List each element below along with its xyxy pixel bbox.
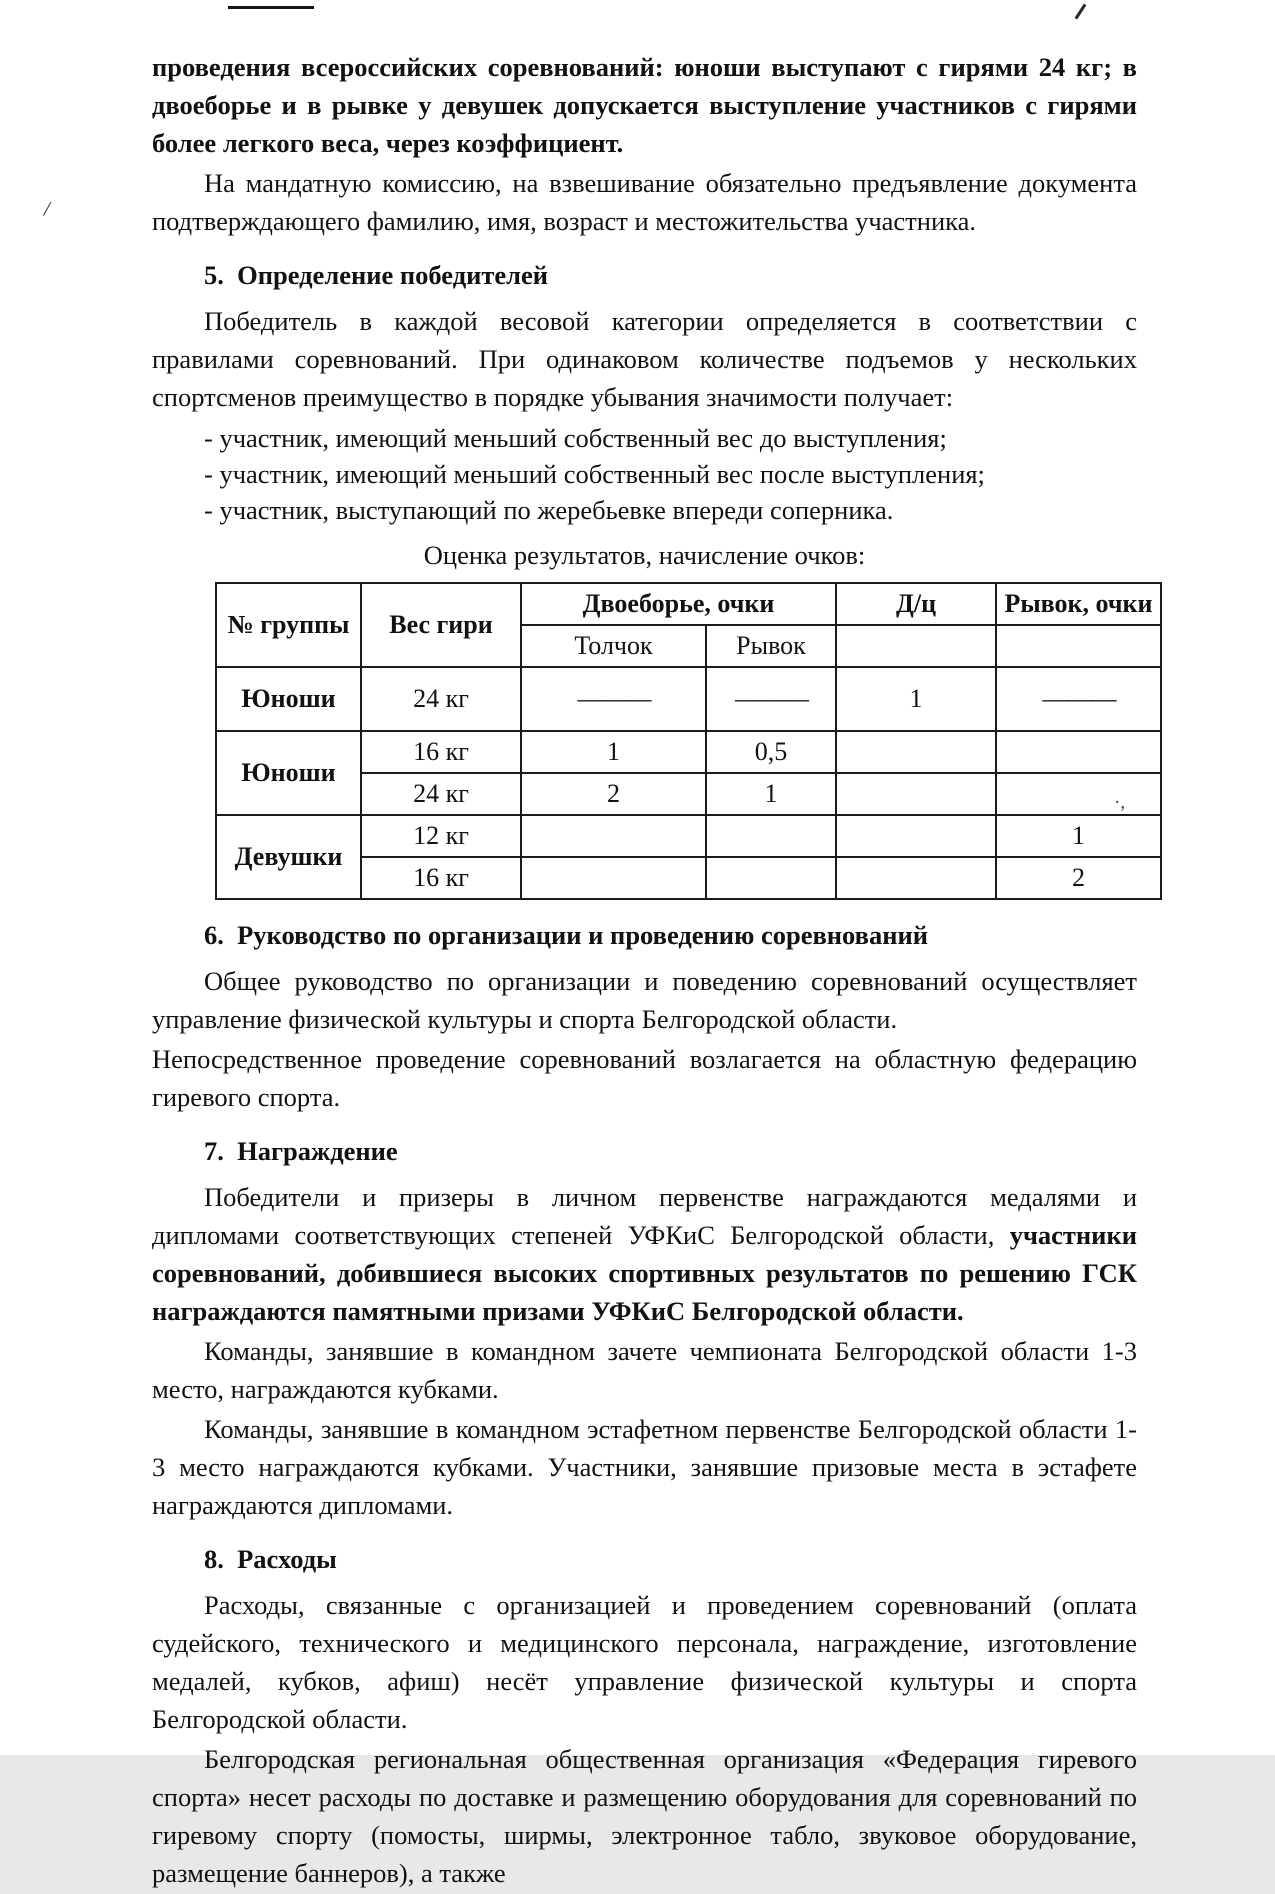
cell-snatch: [706, 815, 836, 857]
header-dc: Д/ц: [836, 583, 996, 625]
section-6-heading: 6. Руководство по организации и проведению соревнований: [204, 920, 929, 950]
empty-header-cell-dc: [836, 625, 996, 667]
cell-group: Юноши: [216, 667, 361, 731]
empty-header-cell-snatch-points: [996, 625, 1161, 667]
cell-jerk: 2: [521, 773, 706, 815]
cell-snatch: 0,5: [706, 731, 836, 773]
list-item-weight-after: - участник, имеющий меньший собственный вес после выступления;: [204, 459, 985, 489]
list-item-weight-before: - участник, имеющий меньший собственный вес до выступления;: [204, 423, 947, 453]
list-item-draw-order: - участник, выступающий по жеребьевке впереди соперника.: [204, 495, 894, 525]
cell-group: Девушки: [216, 815, 361, 899]
cell-snatch: ———: [706, 667, 836, 731]
section-5-heading: 5. Определение победителей: [204, 260, 549, 290]
cell-jerk: [521, 857, 706, 899]
cell-weight: 16 кг: [361, 731, 521, 773]
cell-snatch-points: 2: [996, 857, 1161, 899]
table-body: [216, 667, 1161, 899]
cell-snatch-points: [996, 773, 1161, 815]
cell-snatch: 1: [706, 773, 836, 815]
document-body: [152, 48, 1153, 1894]
table-row: [216, 815, 1161, 857]
paragraph-team-cups: Команды, занявшие в командном зачете чемпионата Белгородской области 1-3 место, награждаются кубками.: [152, 1336, 1137, 1404]
cell-snatch-points: 1: [996, 815, 1161, 857]
paragraph-awards: [152, 1178, 1137, 1330]
header-biathlon-points: Двоеборье, очки: [521, 583, 836, 625]
header-kettlebell-weight: Вес гири: [361, 583, 521, 667]
paragraph-direct-conduct: Непосредственное проведение соревнований возлагается на областную федерацию гиревого спорта.: [152, 1044, 1137, 1112]
cell-dc: 1: [836, 667, 996, 731]
cell-jerk: 1: [521, 731, 706, 773]
paragraph-winner-determination: Победитель в каждой весовой категории определяется в соответствии с правилами соревнований. При одинаковом количестве подъемов у нескольких спортсменов преимущество в порядке убывания значимости получает:: [152, 306, 1137, 412]
results-scoring-table: [215, 582, 1162, 900]
table-header: [216, 583, 1161, 667]
cell-weight: 24 кг: [361, 773, 521, 815]
cell-dc: [836, 857, 996, 899]
paragraph-continued-bold: проведения всероссийских соревнований: юноши выступают с гирями 24 кг; в двоеборье и в рывке у девушек допускается выступление участников с гирями более легкого веса, через коэффициент.: [152, 52, 1137, 158]
cell-jerk: ———: [521, 667, 706, 731]
header-jerk: Толчок: [521, 625, 706, 667]
awards-text-normal: Победители и призеры в личном первенстве награждаются медалями и дипломами соответствующих степеней УФКиС Белгородской области,: [152, 1182, 1137, 1250]
scan-artifact-slash: /: [41, 195, 53, 222]
scan-artifact-tick: [1075, 4, 1087, 20]
section-8-heading: 8. Расходы: [204, 1544, 337, 1574]
cell-dc: [836, 731, 996, 773]
paragraph-expenses-management: Расходы, связанные с организацией и проведением соревнований (оплата судейского, технического и медицинского персонала, награждение, изготовление медалей, кубков, афиш) несёт управление физической культуры и спорта Белгородской области.: [152, 1590, 1137, 1734]
awards-text-bold: участники соревнований, добившиеся высоких спортивных результатов по решению ГСК награждаются памятными призами УФКиС Белгородской области.: [152, 1220, 1137, 1326]
header-snatch-points: Рывок, очки: [996, 583, 1161, 625]
header-group-number: № группы: [216, 583, 361, 667]
cell-snatch: [706, 857, 836, 899]
cell-jerk: [521, 815, 706, 857]
cell-group: Юноши: [216, 731, 361, 815]
scan-artifact-line: [228, 6, 314, 9]
cell-snatch-points: [996, 731, 1161, 773]
table-row: [216, 731, 1161, 773]
cell-snatch-points: ———: [996, 667, 1161, 731]
priority-list: [152, 420, 1137, 528]
scan-artifact-dot: ·,: [1114, 792, 1126, 813]
table-caption: Оценка результатов, начисление очков:: [423, 540, 866, 570]
cell-weight: 12 кг: [361, 815, 521, 857]
paragraph-relay-cups: Команды, занявшие в командном эстафетном первенстве Белгородской области 1-3 место награждаются кубками. Участники, занявшие призовые места в эстафете награждаются дипломами.: [152, 1414, 1137, 1520]
paragraph-mandate-commission: На мандатную комиссию, на взвешивание обязательно предъявление документа подтверждающего фамилию, имя, возраст и местожительства участника.: [152, 168, 1137, 236]
cell-weight: 16 кг: [361, 857, 521, 899]
paragraph-expenses-federation: Белгородская региональная общественная организация «Федерация гиревого спорта» несет расходы по доставке и размещению оборудования для соревнований по гиревому спорту (помосты, ширмы, электронное табло, звуковое оборудование, размещение баннеров), а также: [152, 1744, 1137, 1888]
cell-dc: [836, 773, 996, 815]
table-row: [216, 667, 1161, 731]
paragraph-general-management: Общее руководство по организации и поведению соревнований осуществляет управление физической культуры и спорта Белгородской области.: [152, 966, 1137, 1034]
section-7-heading: 7. Награждение: [204, 1136, 398, 1166]
cell-weight: 24 кг: [361, 667, 521, 731]
cell-dc: [836, 815, 996, 857]
header-snatch: Рывок: [706, 625, 836, 667]
